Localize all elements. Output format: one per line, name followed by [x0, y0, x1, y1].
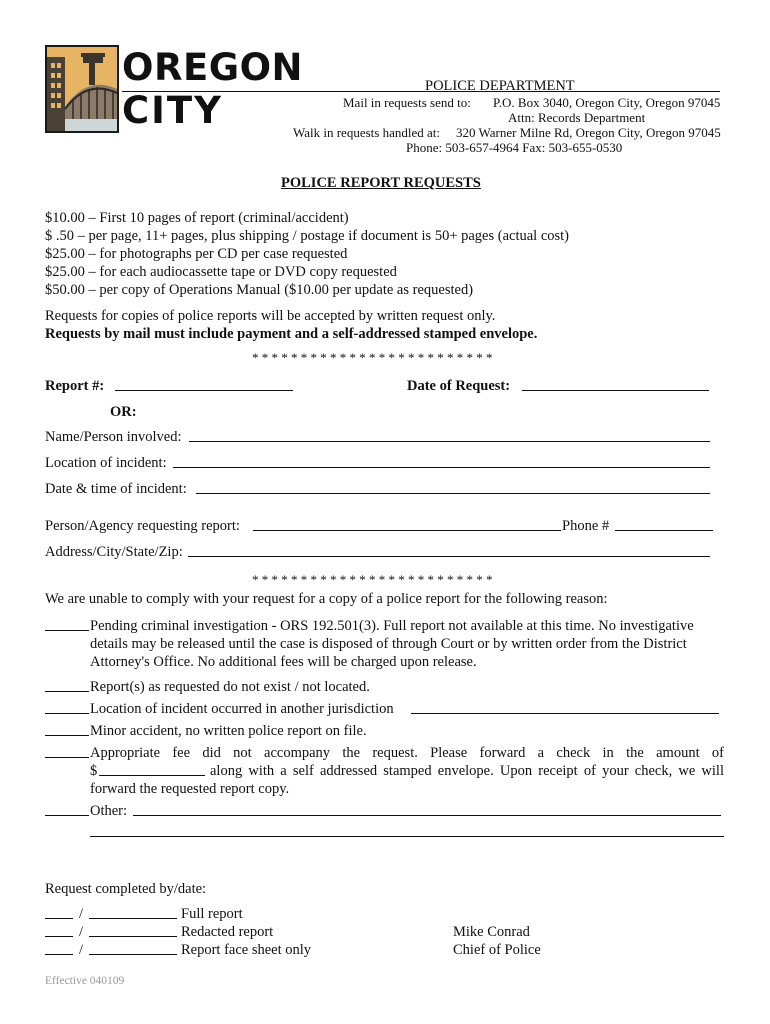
report-number-field[interactable] [115, 390, 293, 391]
date-time-field[interactable] [196, 493, 710, 494]
phone-field[interactable] [615, 530, 713, 531]
asterisk-separator: * * * * * * * * * * * * * * * * * * * * * * * * * [252, 350, 493, 365]
mail-label: Mail in requests send to: [343, 95, 471, 110]
minor-checkline[interactable] [45, 735, 89, 736]
reason-minor-accident: Minor accident, no written police report on file. [90, 723, 367, 739]
phone-label: Phone # [562, 518, 610, 534]
phone-fax: Phone: 503-657-4964 Fax: 503-655-0530 [406, 140, 623, 155]
asterisk-separator: * * * * * * * * * * * * * * * * * * * * * * * * * [252, 572, 493, 587]
reason-pending-line2: details may be released until the case is disposed of through Court or by written order from the District [90, 636, 687, 652]
reason-fee-line2: along with a self addressed stamped envelope. Upon receipt of your check, we will [210, 763, 724, 779]
fee-checkline[interactable] [45, 757, 89, 758]
fee-line: $25.00 – for each audiocassette tape or DVD copy requested [45, 264, 397, 280]
date-time-label: Date & time of incident: [45, 481, 187, 497]
city-skyline-icon [47, 47, 117, 131]
name-person-field[interactable] [189, 441, 710, 442]
or-label: OR: [110, 404, 137, 420]
pending-checkline[interactable] [45, 630, 89, 631]
full-report-label: Full report [181, 906, 243, 922]
location-field[interactable] [173, 467, 710, 468]
reason-fee-line3: forward the requested report copy. [90, 781, 290, 797]
other-field-line2[interactable] [90, 836, 724, 837]
fee-amount-field[interactable] [99, 775, 205, 776]
reason-other-label: Other: [90, 803, 128, 819]
reason-pending-line1: Pending criminal investigation - ORS 192.501(3). Full report not available at this time. No investigative [90, 618, 694, 634]
address-field[interactable] [188, 556, 710, 557]
logo-word-oregon: OREGON [122, 46, 304, 89]
redacted-initials-field[interactable] [45, 936, 73, 937]
redacted-date-field[interactable] [89, 936, 177, 937]
page-title: POLICE REPORT REQUESTS [281, 175, 481, 191]
oregon-city-logo-graphic [45, 45, 119, 133]
fee-line: $ .50 – per page, 11+ pages, plus shipping / postage if document is 50+ pages (actual cost) [45, 228, 570, 244]
other-field[interactable] [133, 815, 721, 816]
effective-date-footer: Effective 040109 [45, 975, 125, 987]
reason-fee-dollar: $ [90, 763, 98, 779]
fee-line: $25.00 – for photographs per CD per case requested [45, 246, 348, 262]
fee-line: $50.00 – per copy of Operations Manual ($10.00 per update as requested) [45, 282, 474, 298]
slash: / [79, 924, 84, 940]
name-person-label: Name/Person involved: [45, 429, 182, 445]
slash: / [79, 942, 84, 958]
reason-pending-line3: Attorney's Office. No additional fees will be charged upon release. [90, 654, 477, 670]
agency-field[interactable] [253, 530, 561, 531]
jurisdiction-checkline[interactable] [45, 713, 89, 714]
logo-word-city: CITY [122, 89, 223, 132]
not-exist-checkline[interactable] [45, 691, 89, 692]
agency-label: Person/Agency requesting report: [45, 518, 240, 534]
location-label: Location of incident: [45, 455, 167, 471]
reasons-intro: We are unable to comply with your request for a copy of a police report for the following reason: [45, 591, 608, 607]
mail-payment-notice: Requests by mail must include payment and a self-addressed stamped envelope. [45, 326, 538, 342]
walk-in-address: 320 Warner Milne Rd, Oregon City, Oregon 97045 [456, 125, 721, 140]
reason-fee-line1: Appropriate fee did not accompany the request. Please forward a check in the amount of [90, 745, 724, 761]
reason-jurisdiction: Location of incident occurred in another jurisdiction [90, 701, 394, 717]
full-initials-field[interactable] [45, 918, 73, 919]
reason-not-exist: Report(s) as requested do not exist / not located. [90, 679, 370, 695]
department-name: POLICE DEPARTMENT [425, 78, 575, 94]
jurisdiction-field[interactable] [411, 713, 719, 714]
fee-line: $10.00 – First 10 pages of report (criminal/accident) [45, 210, 349, 226]
face-sheet-date-field[interactable] [89, 954, 177, 955]
face-sheet-label: Report face sheet only [181, 942, 312, 958]
completed-by-label: Request completed by/date: [45, 881, 207, 897]
address-label: Address/City/State/Zip: [45, 544, 183, 560]
face-sheet-initials-field[interactable] [45, 954, 73, 955]
other-checkline[interactable] [45, 815, 89, 816]
mail-address-line2: Attn: Records Department [508, 110, 646, 125]
date-of-request-label: Date of Request: [407, 378, 511, 394]
report-number-label: Report #: [45, 378, 105, 394]
written-request-notice: Requests for copies of police reports will be accepted by written request only. [45, 308, 496, 324]
redacted-report-label: Redacted report [181, 924, 274, 940]
full-date-field[interactable] [89, 918, 177, 919]
header-rule [122, 91, 720, 92]
chief-name: Mike Conrad [453, 924, 530, 940]
slash: / [79, 906, 84, 922]
mail-address-line1: P.O. Box 3040, Oregon City, Oregon 97045 [493, 95, 721, 110]
walk-in-label: Walk in requests handled at: [293, 125, 440, 140]
chief-title: Chief of Police [453, 942, 541, 958]
date-of-request-field[interactable] [522, 390, 709, 391]
